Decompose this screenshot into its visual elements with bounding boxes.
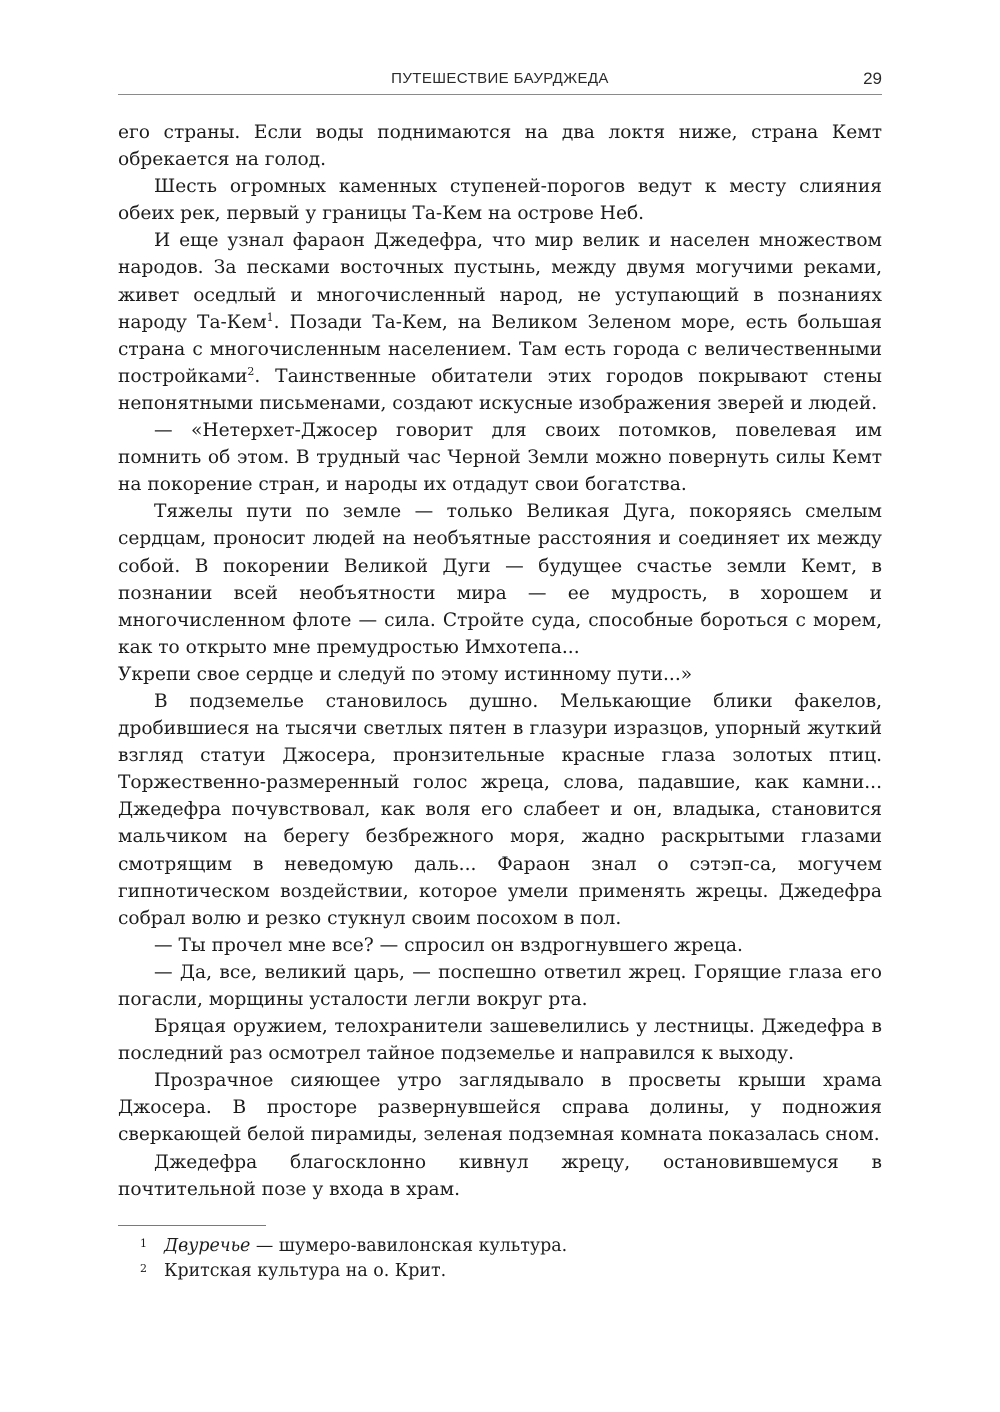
- paragraph: Бряцая оружием, телохранители зашевелились у лестницы. Джедефра в последний раз осмотрел тайное подземелье и направился к выходу.: [118, 1016, 882, 1065]
- paragraph: — Да, все, великий царь, — поспешно ответил жрец. Горящие глаза его погасли, морщины усталости легли вокруг рта.: [118, 961, 882, 1010]
- footnote: [140, 1259, 882, 1284]
- paragraph: [118, 227, 882, 417]
- footnote-term: Двуречье: [164, 1236, 251, 1256]
- footnote-separator: [118, 1225, 266, 1226]
- page-number: 29: [863, 69, 882, 88]
- footnotes: [140, 1234, 882, 1284]
- paragraph: В подземелье становилось душно. Мелькающие блики факелов, дробившиеся на тысячи светлых пятен в глазури изразцов, упорный жуткий взгляд статуи Джосера, пронзительные красные глаза золотых птиц. Торжественно-размеренный голос жреца, слова, падавшие, как камни... Джедефра почувствовал, как воля его слабеет и он, владыка, становится мальчиком на берегу безбрежного моря, жадно раскрытыми глазами смотрящим в неведомую даль... Фараон знал о сэтэп-са, могучем гипнотическом воздействии, которое умели применять жрецы. Джедефра собрал волю и резко стукнул своим посохом в пол.: [118, 690, 882, 929]
- footnote: [140, 1234, 882, 1259]
- paragraph-text: . Таинственные обитатели этих городов покрывают стены непонятными письменами, создают искусные изображения зверей и людей.: [118, 365, 882, 414]
- running-head: [118, 68, 882, 95]
- running-title: ПУТЕШЕСТВИЕ БАУРДЖЕДА: [391, 70, 609, 87]
- footnote-mark: 2: [140, 1262, 147, 1275]
- paragraph: — «Нетерхет-Джосер говорит для своих потомков, повелевая им помнить об этом. В трудный час Черной Земли можно повернуть силы Кемт на покорение стран, и народы их отдадут свои богатства.: [118, 420, 882, 496]
- footnote-reference: 2: [247, 364, 255, 378]
- paragraph: Шесть огромных каменных ступеней-порогов ведут к месту слияния обеих рек, первый у границы Та-Кем на острове Неб.: [118, 176, 882, 225]
- paragraph: Прозрачное сияющее утро заглядывало в просветы крыши храма Джосера. В просторе развернувшейся справа долины, у подножия сверкающей белой пирамиды, зеленая подземная комната показалась сном.: [118, 1070, 882, 1146]
- paragraph: Укрепи свое сердце и следуй по этому истинному пути...»: [118, 663, 693, 685]
- footnote-text: Критская культура на о. Крит.: [164, 1261, 447, 1281]
- paragraph: Тяжелы пути по земле — только Великая Дуга, покоряясь смелым сердцам, проносит людей на необъятные расстояния и соединяет их между собой. В покорении Великой Дуги — будущее счастье земли Кемт, в познании всей необъятности мира — ее мудрость, в хорошем и многочисленном флоте — сила. Стройте суда, способные бороться с морем, как то открыто мне премудростью Имхотепа...: [118, 501, 882, 658]
- footnote-text: — шумеро-вавилонская культура.: [250, 1236, 568, 1256]
- footnote-reference: 1: [266, 310, 274, 324]
- paragraph-text: И еще узнал фараон Джедефра, что мир велик и населен множеством народов. За песками восточных пустынь, между двумя могучими реками, живет оседлый и многочисленный народ, не уступающий в познаниях народу Та-Кем: [118, 230, 882, 333]
- footnote-mark: 1: [140, 1237, 147, 1250]
- body-text: [118, 119, 882, 1203]
- paragraph: — Ты прочел мне все? — спросил он вздрогнувшего жреца.: [154, 934, 743, 956]
- paragraph-text: . Позади Та-Кем, на Великом Зеленом море, есть большая страна с многочисленным населением. Там есть города с величественными постройками: [118, 311, 882, 387]
- paragraph: его страны. Если воды поднимаются на два локтя ниже, страна Кемт обрекается на голод.: [118, 122, 882, 171]
- paragraph: Джедефра благосклонно кивнул жрецу, остановившемуся в почтительной позе у входа в храм.: [118, 1151, 882, 1200]
